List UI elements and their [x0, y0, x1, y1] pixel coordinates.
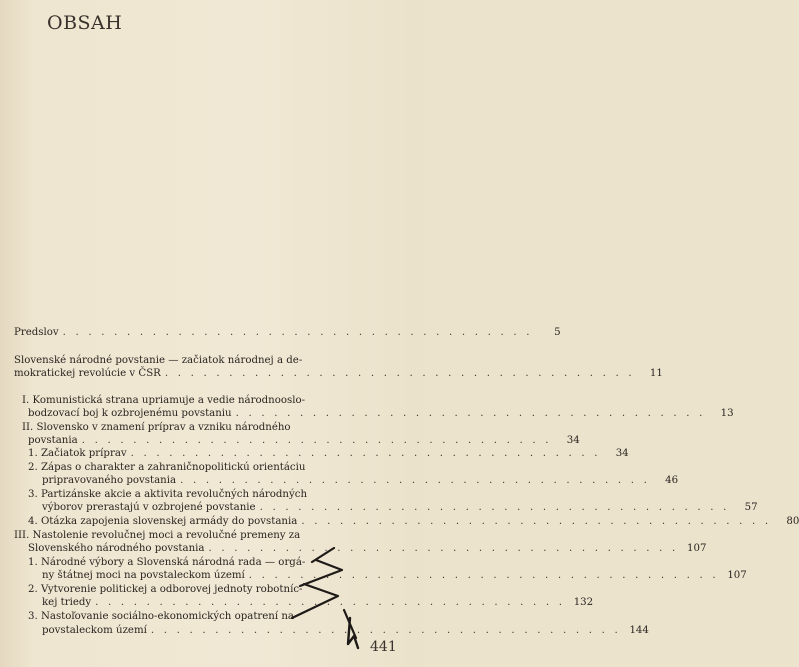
toc-entry-page: 5	[554, 327, 561, 338]
toc-leader-dots: . . . . . . . . . . . . . . . . . . . . . . . . . . . . . . . . . . . . .	[248, 570, 719, 581]
toc-entry-text: povstania	[28, 435, 78, 446]
toc-entry	[14, 515, 799, 528]
toc-entry-text: ny štátnej moci na povstaleckom území	[42, 570, 245, 581]
toc-entry-text: II. Slovensko v znamení príprav a vzniku národného	[22, 422, 291, 433]
page-title: OBSAH	[47, 12, 123, 34]
toc-leader-dots: . . . . . . . . . . . . . . . . . . . . . . . . . . . . . . . . . . . . .	[235, 408, 706, 419]
toc-entry-page: 107	[727, 570, 747, 581]
toc-entry	[14, 326, 561, 339]
toc-entry-text: I. Komunistická strana upriamuje a vedie národnooslo-	[22, 395, 306, 406]
toc-entry	[14, 394, 392, 407]
toc-leader-dots: . . . . . . . . . . . . . . . . . . . . . . . . . . . . . . . . . . . . .	[150, 625, 621, 636]
toc-entry-text: kej triedy	[42, 597, 92, 608]
toc-entry-text: 4. Otázka zapojenia slovenskej armády do povstania	[28, 516, 298, 527]
toc-entry-text: povstaleckom území	[42, 625, 147, 636]
toc-entry-text: 2. Zápas o charakter a zahraničnopolitickú orientáciu	[28, 462, 306, 473]
toc-leader-dots: . . . . . . . . . . . . . . . . . . . . . . . . . . . . . . . . . . . . .	[208, 543, 679, 554]
toc-entry	[14, 474, 679, 487]
toc-entry-page: 57	[744, 502, 758, 513]
toc-entry-text: pripravovaného povstania	[42, 475, 177, 486]
toc-leader-dots: . . . . . . . . . . . . . . . . . . . . . . . . . . . . . . . . . . . . .	[180, 475, 651, 486]
toc-entry	[14, 434, 580, 447]
toc-entry-text: výborov prerastajú v ozbrojené povstanie	[42, 502, 256, 513]
handwritten-mark	[282, 540, 372, 650]
toc-leader-dots: . . . . . . . . . . . . . . . . . . . . . . . . . . . . . . . . . . . . .	[130, 448, 601, 459]
toc-entry-page: 144	[629, 625, 649, 636]
toc-entry	[14, 354, 392, 367]
toc-leader-dots: . . . . . . . . . . . . . . . . . . . . . . . . . . . . . . . . . . . . .	[301, 516, 772, 527]
toc-leader-dots: . . . . . . . . . . . . . . . . . . . . . . . . . . . . . . . . . . . . .	[62, 327, 533, 338]
toc-entry	[14, 421, 392, 434]
toc-leader-dots: . . . . . . . . . . . . . . . . . . . . . . . . . . . . . . . . . . . . .	[95, 597, 566, 608]
toc-entry-text: Predslov	[14, 327, 59, 338]
toc-entry	[14, 501, 758, 514]
toc-entry-page: 107	[687, 543, 707, 554]
toc-entry-page: 80	[786, 516, 799, 527]
toc-entry	[14, 447, 629, 460]
toc-leader-dots: . . . . . . . . . . . . . . . . . . . . . . . . . . . . . . . . . . . . .	[164, 368, 635, 379]
toc-entry-text: 1. Národné výbory a Slovenská národná rada — orgá-	[28, 557, 306, 568]
toc-entry-text: Slovenské národné povstanie — začiatok národnej a de-	[14, 355, 303, 366]
toc-leader-dots: . . . . . . . . . . . . . . . . . . . . . . . . . . . . . . . . . . . . .	[259, 502, 730, 513]
toc-leader-dots: . . . . . . . . . . . . . . . . . . . . . . . . . . . . . . . . . . . . .	[81, 435, 552, 446]
page-number: 441	[370, 639, 397, 655]
toc-entry-text: 1. Začiatok príprav	[28, 448, 127, 459]
toc-entry-text: mokratickej revolúcie v ČSR	[14, 368, 161, 379]
toc-entry-page: 34	[615, 448, 629, 459]
toc-entry-page: 132	[573, 597, 594, 608]
toc-entry-text: 2. Vytvorenie politickej a odborovej jednoty robotníc-	[28, 584, 303, 595]
toc-entry-page: 13	[720, 408, 734, 419]
toc-entry	[14, 461, 392, 474]
toc-entry	[14, 407, 734, 420]
toc-entry-page: 34	[566, 435, 580, 446]
toc-entry	[14, 367, 663, 380]
toc-entry-text: bodzovací boj k ozbrojenému povstaniu	[28, 408, 232, 419]
toc-entry-page: 11	[649, 368, 663, 379]
toc-entry-page: 46	[665, 475, 679, 486]
toc-entry-text: III. Nastolenie revolučnej moci a revolučné premeny za	[14, 530, 301, 541]
toc-entry-text: 3. Partizánske akcie a aktivita revolučných národných	[28, 489, 308, 500]
toc-entry-text: 3. Nastoľovanie sociálno-ekonomických opatrení na	[28, 611, 295, 622]
toc-entry	[14, 488, 392, 501]
toc-entry-text: Slovenského národného povstania	[28, 543, 205, 554]
